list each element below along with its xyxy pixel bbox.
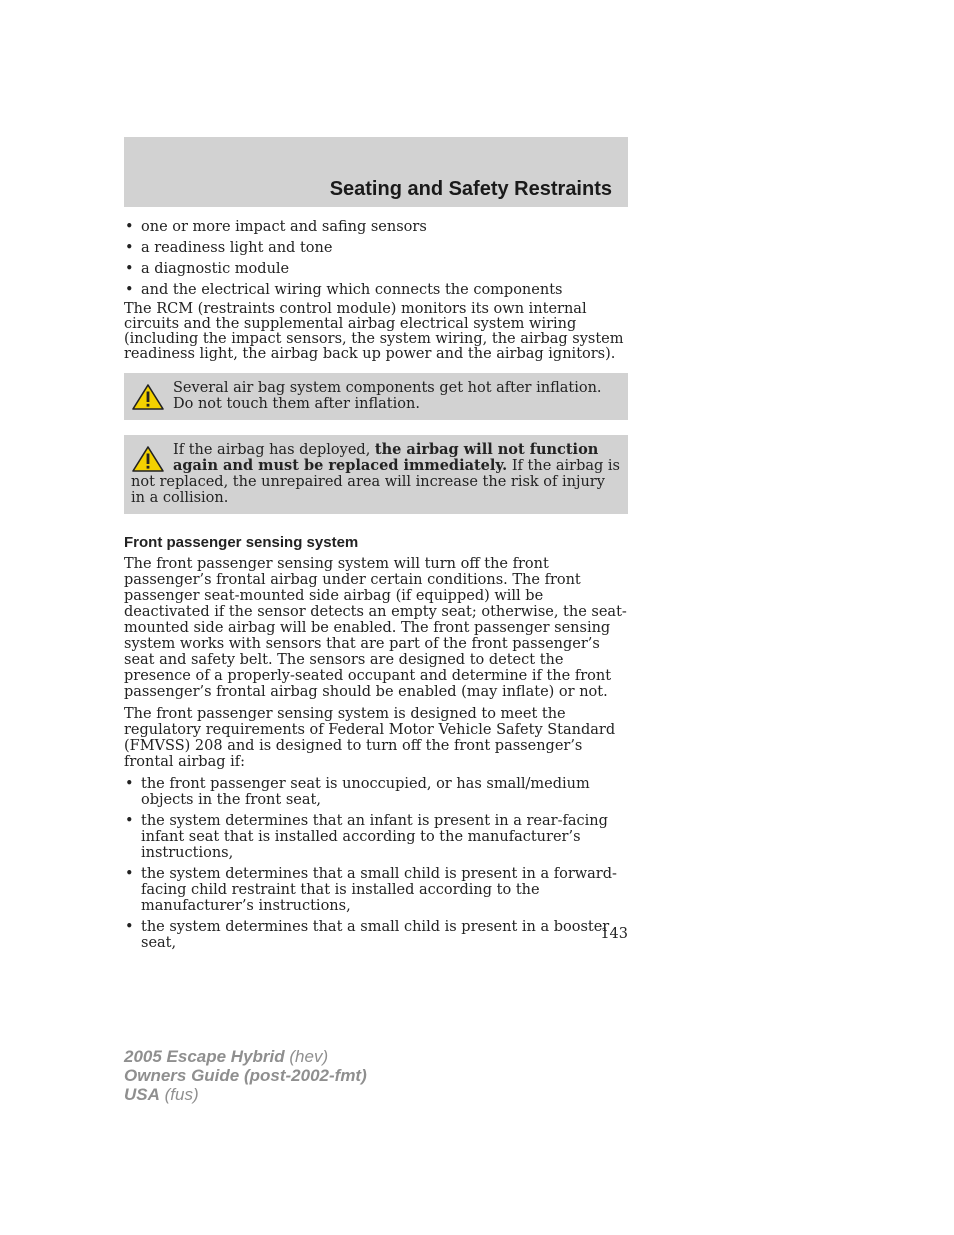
list-item: • one or more impact and safing sensors bbox=[124, 219, 628, 235]
deactivation-conditions-list bbox=[124, 776, 628, 951]
list-item: • the system determines that a small child is present in a forward-facing child restraint that is installed according to the manufacturer’s instructions, bbox=[124, 866, 628, 914]
page-number: 143 bbox=[600, 926, 628, 942]
page-content bbox=[124, 219, 628, 956]
warning-box-hot-components bbox=[124, 373, 628, 420]
sensing-paragraph-1: The front passenger sensing system will turn off the front passenger’s frontal airbag under certain conditions. The front passenger seat-mounted side airbag (if equipped) will be deactivated if the sensor detects an empty seat; otherwise, the seat-mounted side airbag will be enabled. The front passenger sensing system works with sensors that are part of the front passenger’s seat and safety belt. The sensors are designed to detect the presence of a properly-seated occupant and determine if the front passenger’s frontal airbag should be enabled (may inflate) or not. bbox=[124, 556, 627, 700]
list-item: • a readiness light and tone bbox=[124, 240, 628, 256]
list-item: • the system determines that an infant is present in a rear-facing infant seat that is installed according to the manufacturer’s instructions, bbox=[124, 813, 628, 861]
list-item: • the system determines that a small child is present in a booster seat, bbox=[124, 919, 628, 951]
warning-triangle-icon bbox=[131, 445, 165, 473]
warning-text: Several air bag system components get hot after inflation. Do not touch them after inflation. bbox=[173, 380, 602, 412]
section-title: Seating and Safety Restraints bbox=[329, 178, 612, 200]
footer-model: 2005 Escape Hybrid bbox=[124, 1047, 285, 1066]
footer-line-2: Owners Guide (post-2002-fmt) bbox=[124, 1066, 367, 1085]
footer-model-code: (hev) bbox=[284, 1047, 329, 1066]
warning-text-rest: If the airbag is not replaced, the unrepaired area will increase the risk of injury in a collision. bbox=[131, 458, 620, 506]
section-header-bar bbox=[124, 137, 628, 207]
sensing-paragraph-2: The front passenger sensing system is designed to meet the regulatory requirements of Federal Motor Vehicle Safety Standard (FMVSS) 208 and is designed to turn off the front passenger’s frontal airbag if: bbox=[124, 706, 616, 770]
warning-text-emphasis: the airbag will not function again and must be replaced immediately. bbox=[173, 441, 599, 474]
warning-box-airbag-deployed bbox=[124, 435, 628, 514]
warning-triangle-icon bbox=[131, 383, 165, 411]
rcm-paragraph: The RCM (restraints control module) monitors its own internal circuits and the supplemental airbag electrical system wiring (including the impact sensors, the system wiring, the airbag system readiness light, the airbag back up power and the airbag ignitors). bbox=[124, 301, 624, 362]
section-heading: Front passenger sensing system bbox=[124, 534, 359, 551]
footer-market: USA bbox=[124, 1085, 160, 1104]
footer-line-1 bbox=[124, 1047, 367, 1066]
document-footer bbox=[124, 1047, 367, 1104]
components-list bbox=[124, 219, 628, 298]
footer-market-code: (fus) bbox=[159, 1085, 199, 1104]
list-item: • and the electrical wiring which connects the components bbox=[124, 282, 628, 298]
footer-line-3 bbox=[124, 1085, 367, 1104]
warning-text-lead: If the airbag has deployed, bbox=[173, 442, 375, 458]
list-item: • the front passenger seat is unoccupied, or has small/medium objects in the front seat, bbox=[124, 776, 628, 808]
list-item: • a diagnostic module bbox=[124, 261, 628, 277]
